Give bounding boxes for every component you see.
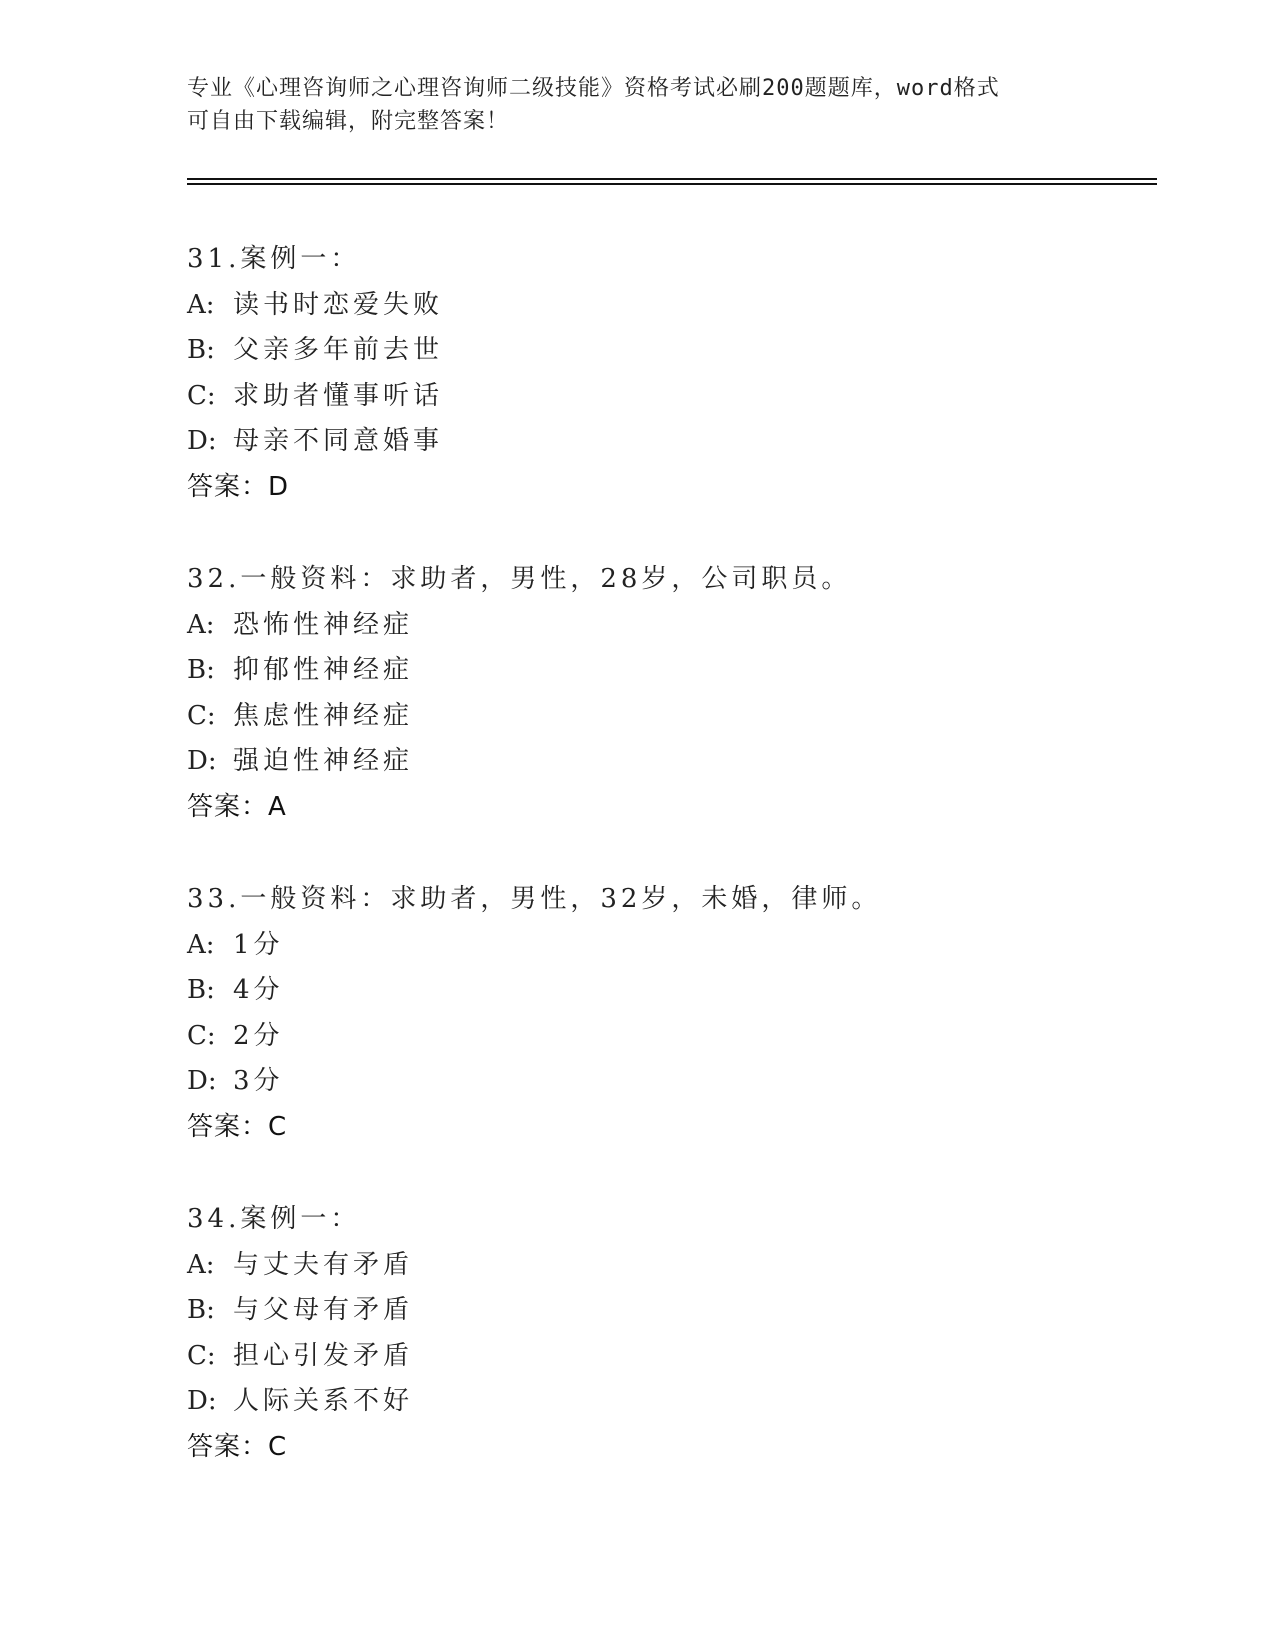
- option-text: 母亲不同意婚事: [233, 426, 444, 456]
- option-letter: B:: [187, 975, 215, 1005]
- option-text: 求助者懂事听话: [233, 380, 444, 411]
- option-text: 4分: [233, 975, 284, 1005]
- option-letter: C:: [187, 700, 216, 731]
- option-b: [187, 328, 1137, 374]
- option-b: [187, 648, 1137, 694]
- option-letter: D:: [187, 746, 217, 776]
- option-text: 与丈夫有矛盾: [233, 1249, 414, 1280]
- option-d: [187, 1059, 1137, 1105]
- option-b: [187, 1288, 1137, 1334]
- option-a: [187, 1243, 1137, 1289]
- question-title: 33.一般资料：求助者，男性，32岁，未婚，律师。: [187, 884, 882, 914]
- option-c: [187, 1014, 1137, 1060]
- option-text: 焦虑性神经症: [233, 700, 414, 731]
- option-a: [187, 283, 1137, 329]
- option-letter: C:: [187, 1340, 216, 1371]
- option-c: [187, 374, 1137, 420]
- header-divider-top: [187, 178, 1157, 180]
- question-title: 31.案例一：: [187, 244, 361, 274]
- answer-line: 答案：C: [187, 1431, 288, 1462]
- question-34: [187, 1197, 1137, 1470]
- option-letter: D:: [187, 1386, 217, 1416]
- option-text: 2分: [233, 1020, 284, 1051]
- header-line-2: 可自由下载编辑，附完整答案！: [187, 109, 510, 134]
- option-letter: B:: [187, 655, 215, 685]
- question-title: 34.案例一：: [187, 1204, 361, 1234]
- option-text: 人际关系不好: [233, 1386, 414, 1416]
- option-b: [187, 968, 1137, 1014]
- option-d: [187, 739, 1137, 785]
- option-letter: C:: [187, 1020, 216, 1051]
- option-letter: C:: [187, 380, 216, 411]
- option-text: 强迫性神经症: [233, 746, 414, 776]
- option-letter: D:: [187, 1066, 217, 1096]
- answer-line: 答案：D: [187, 471, 290, 502]
- option-c: [187, 1334, 1137, 1380]
- option-letter: A:: [187, 289, 215, 320]
- document-header: [187, 72, 1087, 138]
- option-text: 1分: [233, 929, 284, 960]
- option-a: [187, 603, 1137, 649]
- option-text: 恐怖性神经症: [233, 609, 414, 640]
- question-31: [187, 237, 1137, 510]
- option-text: 担心引发矛盾: [233, 1340, 414, 1371]
- option-d: [187, 1379, 1137, 1425]
- option-c: [187, 694, 1137, 740]
- option-d: [187, 419, 1137, 465]
- question-32: [187, 557, 1137, 830]
- answer-line: 答案：C: [187, 1111, 288, 1142]
- header-line-1: 专业《心理咨询师之心理咨询师二级技能》资格考试必刷200题题库，word格式: [187, 76, 1000, 101]
- option-letter: A:: [187, 1249, 215, 1280]
- option-text: 与父母有矛盾: [233, 1295, 414, 1325]
- option-letter: B:: [187, 1295, 215, 1325]
- option-text: 父亲多年前去世: [233, 335, 444, 365]
- question-title: 32.一般资料：求助者，男性，28岁，公司职员。: [187, 564, 852, 594]
- header-divider-bottom: [187, 183, 1157, 185]
- option-a: [187, 923, 1137, 969]
- option-text: 读书时恋爱失败: [233, 289, 444, 320]
- question-33: [187, 877, 1137, 1150]
- option-letter: D:: [187, 426, 217, 456]
- option-letter: A:: [187, 929, 215, 960]
- option-letter: B:: [187, 335, 215, 365]
- option-letter: A:: [187, 609, 215, 640]
- answer-line: 答案：A: [187, 791, 287, 822]
- option-text: 抑郁性神经症: [233, 655, 414, 685]
- option-text: 3分: [233, 1066, 284, 1096]
